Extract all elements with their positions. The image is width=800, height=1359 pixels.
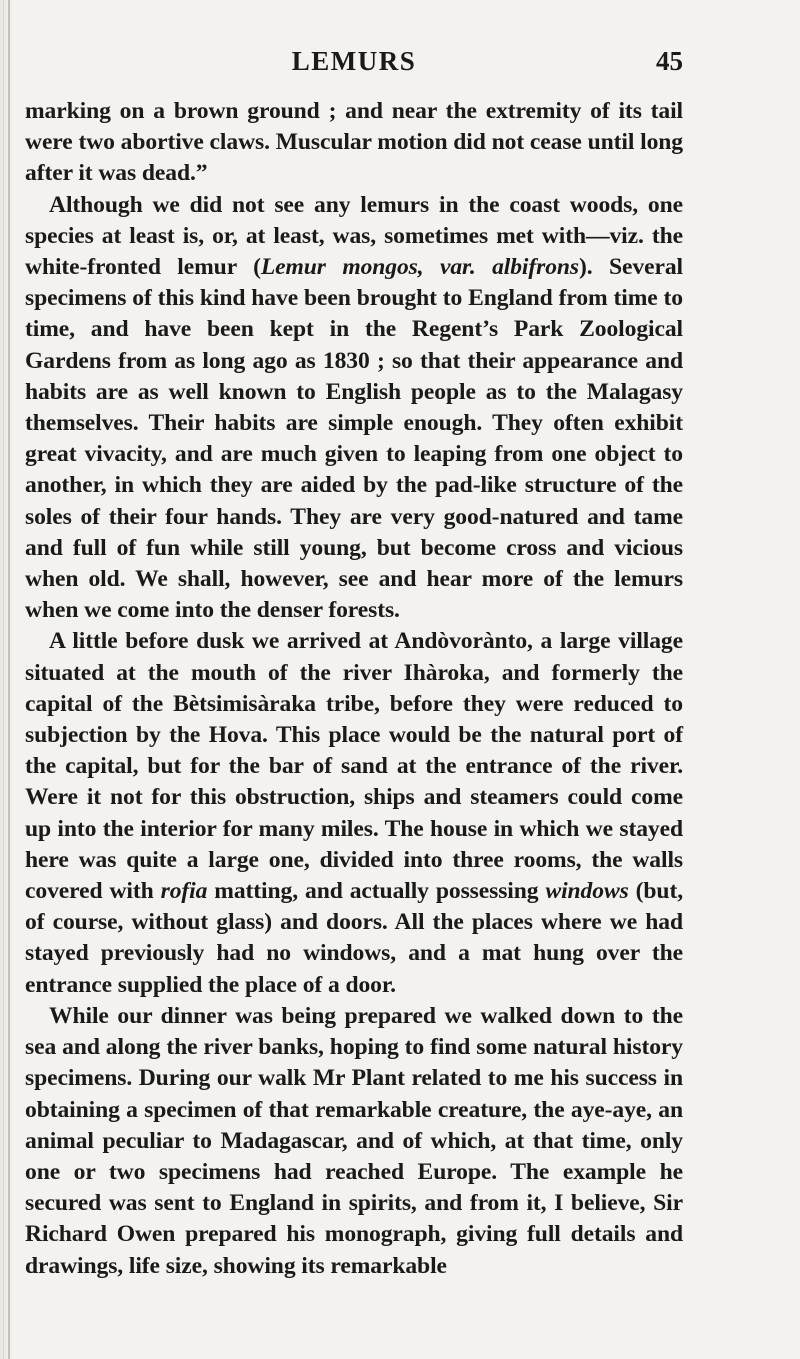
italic-text-segment: rofia [160, 878, 208, 905]
binding-edge-line [3, 0, 4, 1359]
paragraph [25, 96, 683, 190]
page-header [25, 46, 683, 82]
book-page [25, 46, 683, 1282]
italic-text-segment: Lemur mongos, var. albifrons [260, 254, 580, 281]
paragraph [25, 190, 683, 627]
text-segment: (but, of course, without glass) and doors. All the places where we had stayed previously had no windows, and a mat hung over the entrance supplied the place of a door. [25, 878, 684, 998]
binding-shadow-line [8, 0, 10, 1359]
text-segment: Although we did not see any lemurs in the coast woods, one species at least is, or, at least, was, sometimes met with—viz. the white-fronted lemur ( [25, 191, 683, 281]
page-number: 45 [656, 46, 683, 76]
paragraph [25, 626, 683, 1000]
text-segment: While our dinner was being prepared we walked down to the sea and along the river banks, hoping to find some natural history specimens. During our walk Mr Plant related to me his success in obtaining a specimen of that remarkable creature, the aye-aye, an animal peculiar to Madagascar, and of which, at that time, only one or two specimens had reached Europe. The example he secured was sent to England in spirits, and from it, I believe, Sir Richard Owen prepared his monograph, giving full details and drawings, life size, showing its remarkable [25, 1002, 683, 1279]
text-segment: marking on a brown ground ; and near the extremity of its tail were two abortive claws. Muscular motion did not cease until long after it was dead.” [25, 98, 683, 187]
running-title: LEMURS [291, 46, 417, 76]
italic-text-segment: windows [545, 878, 629, 905]
text-segment: ). Several specimens of this kind have been brought to England from time to time, and have been kept in the Regent’s Park Zoological Gardens from as long ago as 1830 ; so that their appearance and habits are as well known to English people as to the Malagasy themselves. Their habits are simple enough. They often exhibit great vivacity, and are much given to leaping from one object to another, in which they are aided by the pad-like structure of the soles of their four hands. They are very good-natured and tame and full of fun while still young, but become cross and vicious when old. We shall, however, see and hear more of the lemurs when we come into the denser forests. [25, 254, 683, 624]
text-segment: matting, and actually possessing [207, 878, 546, 905]
body-text [25, 96, 683, 1282]
text-segment: A little before dusk we arrived at Andòvorànto, a large village situated at the mouth of the river Ihàroka, and formerly the capital of the Bètsimisàraka tribe, before they were reduced to subjection by the Hova. This place would be the natural port of the capital, but for the bar of sand at the entrance of the river. Were it not for this obstruction, ships and steamers could come up into the interior for many miles. The house in which we stayed here was quite a large one, divided into three rooms, the walls covered with [25, 628, 683, 905]
paragraph [25, 1001, 683, 1282]
